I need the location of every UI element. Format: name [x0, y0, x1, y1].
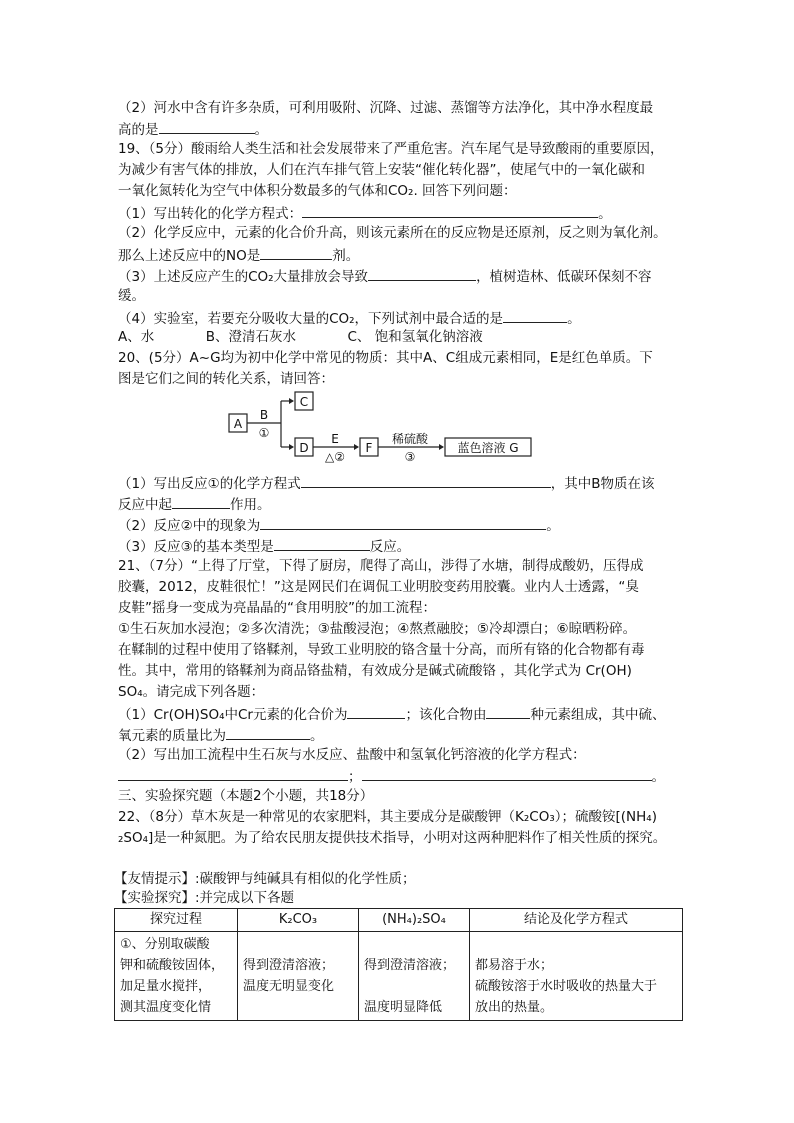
label-B: B	[259, 408, 269, 422]
q19-line5: （2）化学反应中，元素的化合价升高，则该元素所在的反应物是还原剂，反之则为氧化剂。	[118, 225, 667, 241]
cell-process: ①、分别取碳酸 钾和硫酸铵固体， 加足量水搅拌， 测其温度变化情	[115, 932, 238, 1021]
node-C: C	[299, 395, 309, 409]
label-step2: △②	[325, 450, 345, 464]
q19-line3: 一氧化氮转化为空气中体积分数最多的气体和CO₂. 回答下列问题：	[118, 183, 517, 199]
q19-line4: （1）写出转化的化学方程式： 。	[118, 203, 612, 224]
q20-line5: （2）反应②中的现象为 。	[118, 515, 560, 536]
q21-line3: 皮鞋”摇身一变成为亮晶晶的“食用明胶”的加工流程：	[118, 600, 436, 616]
q21-line5: 在鞣制的过程中使用了铬鞣剂，导致工业明胶的铬含量十分高，而所有铬的化合物都有毒	[118, 642, 645, 658]
label-step3: ③	[404, 450, 416, 464]
cell-k2co3: 得到澄清溶液； 温度无明显变化	[238, 932, 359, 1021]
q21-line1: 21、（7分）“上得了厅堂，下得了厨房，爬得了高山，涉得了水塘，制得成酸奶，压得成	[118, 558, 644, 574]
tip-line: 【友情提示】:碳酸钾与纯碱具有相似的化学性质；	[114, 871, 416, 887]
cell-conclusion: 都易溶于水； 硫酸铵溶于水时吸收的热量大于 放出的热量。	[470, 932, 683, 1021]
label-reagent: 稀硫酸	[391, 432, 429, 446]
label-step1: ①	[258, 426, 270, 440]
q19-line6: 那么上述反应中的NO是 剂。	[118, 245, 359, 266]
q21-line6: 性。其中，常用的铬鞣剂为商品铬盐精，有效成分是碱式硫酸铬 ，其化学式为 Cr(OH)	[118, 663, 632, 679]
q19-line2: 为减少有害气体的排放，人们在汽车排气管上安装“催化转化器”，使尾气中的一氧化碳和	[118, 162, 645, 178]
header-process: 探究过程	[115, 909, 238, 932]
q20-line3: （1）写出反应①的化学方程式 ，其中B物质在该	[118, 473, 654, 494]
experiment-table	[114, 908, 683, 1021]
header-k2co3: K₂CO₃	[238, 909, 359, 932]
table-row	[115, 932, 683, 1021]
q21-line11: ； 。	[118, 766, 665, 787]
q19-line9: （4）实验室，若要充分吸收大量的CO₂，下列试剂中最合适的是 。	[118, 308, 581, 329]
explore-line: 【实验探究】:并完成以下各题	[114, 890, 295, 906]
q19-options: A、水 B、澄清石灰水 C、 饱和氢氧化钠溶液	[118, 329, 483, 345]
q22-line1: 22、（8分）草木灰是一种常见的农家肥料，其主要成分是碳酸钾（K₂CO₃）；硫酸铵[(NH₄)	[118, 809, 657, 825]
q21-line9: 氧元素的质量比为 。	[118, 725, 324, 746]
q21-line7: SO₄。请完成下列各题：	[118, 684, 265, 700]
q22-line2: ₂SO₄]是一种氮肥。为了给农民朋友提供技术指导，小明对这两种肥料作了相关性质的探究。	[118, 830, 667, 846]
section-3-title: 三、实验探究题（本题2个小题，共18分）	[118, 788, 374, 804]
q20-line4: 反应中起 作用。	[118, 494, 271, 515]
q19-line8: 缓。	[118, 288, 145, 304]
node-D: D	[299, 441, 309, 455]
q20-line6: （3）反应③的基本类型是 反应。	[118, 536, 410, 557]
q19-line7: （3）上述反应产生的CO₂大量排放会导致 ，植树造林、低碳环保刻不容	[118, 266, 652, 287]
q21-line2: 胶囊，2012，皮鞋很忙！”这是网民们在调侃工业明胶变药用胶囊。业内人士透露，“臭	[118, 579, 639, 595]
q20-line2: 图是它们之间的转化关系，请回答：	[118, 371, 334, 387]
q21-line10: （2）写出加工流程中生石灰与水反应、盐酸中和氢氧化钙溶液的化学方程式：	[118, 747, 586, 763]
q21-line8: （1）Cr(OH)SO₄中Cr元素的化合价为 ；该化合物由 种元素组成，其中硫、	[118, 704, 665, 725]
node-G: 蓝色溶液 G	[457, 441, 519, 455]
node-F: F	[365, 441, 373, 455]
header-conclusion: 结论及化学方程式	[470, 909, 683, 932]
q20-line1: 20、(5分）A~G均为初中化学中常见的物质：其中A、C组成元素相同，E是红色单质。下	[118, 350, 653, 366]
q18-line2: 高的是 。	[118, 119, 268, 140]
q18-line1: （2）河水中含有许多杂质，可利用吸附、沉降、过滤、蒸馏等方法净化，其中净水程度最	[118, 100, 654, 116]
label-E: E	[331, 432, 339, 446]
node-A: A	[233, 417, 243, 431]
reaction-diagram	[225, 386, 535, 468]
q21-line4: ①生石灰加水浸泡；②多次清洗；③盐酸浸泡；④熬煮融胶；⑤冷却漂白；⑥晾晒粉碎。	[118, 621, 637, 637]
header-nh4so4: (NH₄)₂SO₄	[359, 909, 470, 932]
table-header-row	[115, 909, 683, 932]
q19-line1: 19、（5分）酸雨给人类生活和社会发展带来了严重危害。汽车尾气是导致酸雨的重要原因，	[118, 141, 664, 157]
cell-nh4so4: 得到澄清溶液； 温度明显降低	[359, 932, 470, 1021]
